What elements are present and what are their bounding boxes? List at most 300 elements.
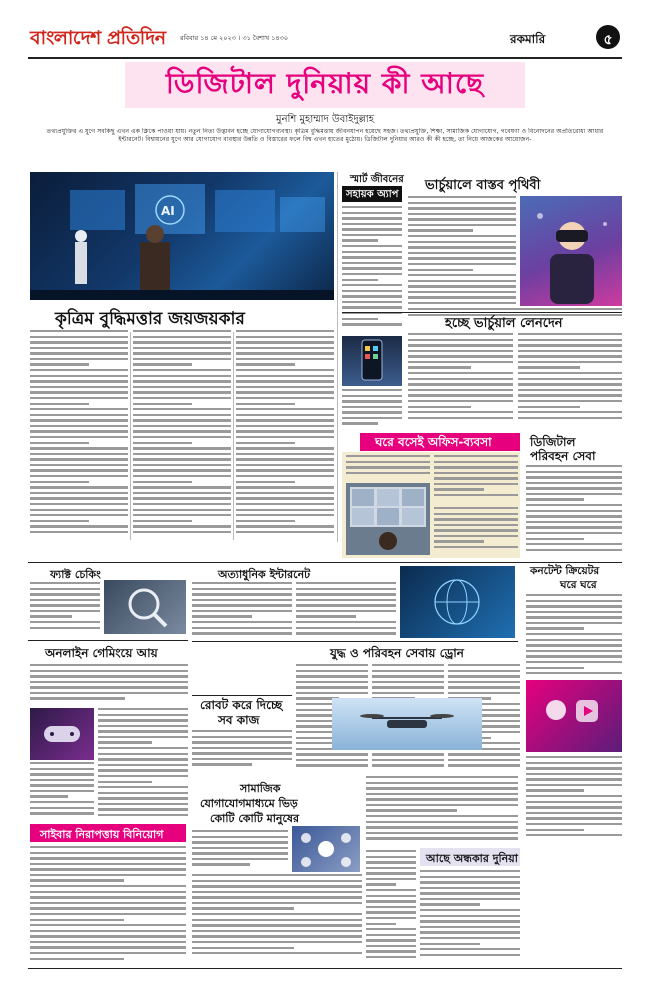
text-line — [30, 807, 94, 809]
text-line — [30, 885, 186, 887]
text-line — [192, 752, 292, 754]
text-line — [192, 599, 292, 601]
text-line — [296, 664, 368, 666]
text-line — [346, 461, 430, 463]
text-line — [366, 878, 416, 880]
text-line — [236, 419, 334, 421]
fact-check-image — [104, 580, 186, 634]
text-line — [408, 333, 513, 335]
text-line — [133, 336, 231, 338]
text-line — [518, 344, 622, 346]
text-line — [192, 880, 362, 882]
text-line — [526, 504, 622, 506]
text-line — [192, 730, 292, 732]
text-line — [342, 223, 402, 225]
text-line — [366, 787, 518, 789]
text-line — [296, 604, 396, 606]
text-line — [30, 447, 128, 449]
text-line — [30, 419, 128, 421]
text-line — [30, 913, 186, 915]
text-line — [296, 632, 396, 634]
text-line — [133, 419, 231, 421]
text-line — [30, 930, 186, 932]
text-line — [366, 945, 416, 947]
video-call-illustration — [346, 483, 430, 555]
text-line — [518, 411, 622, 413]
text-line — [372, 681, 444, 683]
home-office-body-col2 — [434, 455, 518, 505]
smart-life-body-2 — [342, 389, 402, 429]
text-line — [296, 753, 368, 755]
text-line — [98, 736, 188, 738]
text-line — [408, 355, 513, 357]
text-line — [30, 430, 128, 432]
text-line — [30, 924, 186, 926]
text-line — [98, 741, 152, 743]
text-line — [434, 507, 518, 509]
text-line — [30, 391, 128, 393]
text-line — [30, 386, 128, 388]
text-line — [236, 403, 295, 405]
text-line — [236, 492, 334, 494]
text-line — [526, 633, 622, 635]
text-line — [526, 644, 622, 646]
text-line — [448, 670, 520, 672]
text-line — [366, 793, 518, 795]
text-line — [434, 535, 518, 537]
text-line — [408, 394, 513, 396]
text-line — [98, 753, 188, 755]
text-line — [448, 664, 520, 666]
text-line — [30, 675, 188, 677]
text-line — [236, 347, 334, 349]
text-line — [133, 425, 231, 427]
text-line — [133, 375, 231, 377]
text-line — [342, 256, 402, 258]
virtual-body — [408, 196, 516, 308]
text-line — [448, 686, 520, 688]
text-line — [30, 621, 100, 623]
text-line — [192, 836, 288, 838]
text-line — [30, 497, 128, 499]
text-line — [526, 806, 622, 808]
text-line — [366, 776, 518, 778]
section-rule — [28, 562, 622, 563]
text-line — [366, 782, 518, 784]
text-line — [30, 582, 100, 584]
text-line — [518, 378, 622, 380]
text-line — [30, 670, 188, 672]
apps-phone-icon — [342, 336, 402, 386]
text-line — [236, 520, 295, 522]
text-line — [30, 784, 94, 786]
text-line — [342, 318, 378, 320]
text-line — [448, 764, 520, 766]
text-line — [408, 417, 513, 419]
text-line — [192, 885, 362, 887]
text-line — [420, 931, 520, 933]
text-line — [526, 829, 584, 831]
dark-world-body-col1 — [366, 776, 518, 846]
text-line — [30, 458, 128, 460]
text-line — [526, 605, 622, 607]
text-line — [30, 795, 68, 797]
text-line — [526, 498, 584, 500]
text-line — [526, 549, 622, 551]
text-line — [98, 730, 188, 732]
social-network-icon — [292, 826, 360, 872]
cyber-headline: সাইবার নিরাপত্তায় বিনিয়োগ — [40, 828, 164, 841]
text-line — [518, 361, 622, 363]
text-line — [372, 753, 444, 755]
text-line — [342, 234, 402, 236]
text-line — [526, 471, 622, 473]
text-line — [30, 801, 94, 803]
text-line — [236, 380, 334, 382]
text-line — [434, 494, 518, 496]
text-line — [526, 834, 622, 836]
masthead — [0, 0, 650, 62]
text-line — [133, 380, 231, 382]
text-line — [30, 375, 128, 377]
text-line — [30, 453, 128, 455]
text-line — [296, 692, 368, 694]
social-headline-1: সামাজিক — [240, 782, 281, 795]
text-line — [30, 768, 94, 770]
text-line — [408, 235, 516, 237]
text-line — [30, 946, 186, 948]
social-icons-illustration — [526, 680, 622, 752]
text-line — [192, 858, 288, 860]
text-line — [420, 898, 520, 900]
text-line — [526, 801, 622, 803]
text-line — [30, 664, 188, 666]
text-line — [192, 896, 362, 898]
text-line — [192, 907, 294, 909]
text-line — [342, 411, 402, 413]
text-line — [133, 397, 231, 399]
text-line — [133, 509, 231, 511]
text-line — [236, 475, 334, 477]
section-rule — [192, 641, 518, 642]
text-line — [526, 532, 622, 534]
text-line — [133, 330, 231, 332]
text-line — [518, 350, 622, 352]
text-line — [420, 954, 520, 956]
text-line — [30, 902, 186, 904]
text-line — [30, 408, 128, 410]
text-line — [192, 919, 362, 921]
text-line — [236, 363, 295, 365]
col-sep — [337, 172, 338, 542]
text-line — [448, 759, 520, 761]
vr-image — [520, 196, 622, 306]
text-line — [372, 764, 444, 766]
text-line — [30, 464, 128, 466]
text-line — [30, 762, 94, 764]
text-line — [30, 520, 89, 522]
text-line — [342, 217, 402, 219]
text-line — [192, 947, 294, 949]
text-line — [526, 594, 622, 596]
page-number: ৫ — [603, 32, 613, 48]
text-line — [366, 956, 416, 958]
dark-world-body-col2 — [420, 870, 520, 964]
text-line — [30, 481, 89, 483]
text-line — [342, 273, 402, 275]
text-line — [30, 531, 128, 533]
text-line — [366, 900, 416, 902]
text-line — [30, 492, 128, 494]
text-line — [408, 350, 513, 352]
text-line — [192, 830, 288, 832]
internet-headline: অত্যাধুনিক ইন্টারনেট — [218, 568, 311, 581]
text-line — [372, 692, 444, 694]
text-line — [296, 681, 368, 683]
text-line — [434, 524, 518, 526]
text-line — [30, 697, 125, 699]
text-line — [30, 907, 186, 909]
text-line — [434, 513, 518, 515]
text-line — [366, 939, 416, 941]
text-line — [434, 455, 518, 457]
text-line — [192, 615, 252, 617]
text-line — [30, 352, 128, 354]
text-line — [30, 475, 128, 477]
text-line — [30, 812, 94, 814]
text-line — [296, 593, 396, 595]
text-line — [526, 762, 622, 764]
social-body-col1 — [192, 830, 288, 870]
text-line — [296, 764, 368, 766]
text-line — [526, 784, 622, 786]
text-line — [408, 366, 471, 368]
text-line — [366, 911, 416, 913]
text-line — [342, 284, 402, 286]
text-line — [296, 615, 356, 617]
text-line — [366, 895, 416, 897]
text-line — [518, 389, 622, 391]
text-line — [236, 430, 334, 432]
content-creator-body — [526, 594, 622, 678]
text-line — [526, 611, 622, 613]
text-line — [526, 526, 622, 528]
text-line — [408, 372, 513, 374]
text-line — [192, 582, 292, 584]
text-line — [98, 758, 188, 760]
text-line — [30, 347, 128, 349]
text-line — [408, 296, 516, 298]
text-line — [98, 747, 188, 749]
ai-hero-image — [30, 172, 334, 300]
text-line — [30, 879, 124, 881]
text-line — [526, 476, 622, 478]
internet-body-col1 — [192, 582, 292, 638]
section-rule — [192, 695, 292, 696]
gaming-body — [30, 664, 188, 708]
page-number-badge — [596, 25, 620, 49]
digital-transport-headline-2: পরিবহন সেবা — [530, 449, 596, 463]
text-line — [420, 881, 520, 883]
text-line — [30, 773, 94, 775]
text-line — [366, 928, 416, 930]
virtual-headline: ভার্চুয়ালে বাস্তব পৃথিবী — [425, 178, 541, 193]
text-line — [342, 417, 402, 419]
text-line — [98, 808, 188, 810]
text-line — [420, 915, 520, 917]
smart-life-body — [342, 206, 402, 334]
fact-check-body — [30, 582, 100, 634]
ai-illustration — [30, 172, 334, 300]
text-line — [133, 469, 231, 471]
logo-text: বাংলাদেশ প্রতিদিন — [30, 27, 166, 49]
text-line — [408, 378, 513, 380]
text-line — [236, 352, 334, 354]
vr-headset-illustration — [520, 196, 622, 306]
text-line — [342, 395, 402, 397]
transactions-body-col2 — [518, 333, 622, 428]
home-office-body-col1 — [346, 455, 430, 481]
text-line — [192, 610, 292, 612]
text-line — [30, 857, 186, 859]
text-line — [30, 874, 186, 876]
text-line — [408, 252, 516, 254]
text-line — [30, 919, 124, 921]
text-line — [192, 952, 362, 954]
text-line — [133, 475, 231, 477]
text-line — [518, 406, 580, 408]
text-line — [346, 466, 430, 468]
text-line — [133, 341, 231, 343]
text-line — [98, 792, 188, 794]
magnifier-icon — [104, 580, 186, 634]
text-line — [408, 207, 516, 209]
text-line — [434, 483, 518, 485]
text-line — [236, 509, 334, 511]
text-line — [526, 515, 622, 517]
text-line — [526, 521, 622, 523]
text-line — [236, 464, 334, 466]
robot-headline-2: সব কাজ — [218, 713, 260, 727]
text-line — [366, 856, 416, 858]
text-line — [526, 482, 622, 484]
text-line — [133, 436, 231, 438]
text-line — [30, 681, 188, 683]
text-line — [526, 600, 622, 602]
text-line — [366, 850, 416, 852]
text-line — [408, 411, 513, 413]
text-line — [192, 891, 362, 893]
dark-world-body-col3 — [366, 850, 416, 964]
text-line — [192, 852, 288, 854]
text-line — [526, 538, 584, 540]
text-line — [526, 756, 622, 758]
text-line — [192, 588, 292, 590]
drone-headline: যুদ্ধ ও পরিবহন সেবায় ড্রোন — [330, 646, 464, 660]
text-line — [30, 469, 128, 471]
text-line — [408, 229, 473, 231]
transactions-body-col1 — [408, 333, 513, 428]
text-line — [30, 896, 186, 898]
text-line — [372, 670, 444, 672]
text-line — [30, 369, 128, 371]
text-line — [192, 841, 288, 843]
text-line — [192, 874, 362, 876]
robot-headline-1: রোবট করে দিচ্ছে — [200, 698, 283, 712]
text-line — [30, 425, 128, 427]
text-line — [30, 599, 100, 601]
text-line — [518, 417, 622, 419]
text-line — [526, 812, 622, 814]
text-line — [30, 868, 186, 870]
text-line — [30, 686, 188, 688]
text-line — [408, 274, 516, 276]
text-line — [434, 518, 518, 520]
fact-check-headline: ফ্যাক্ট চেকিং — [50, 568, 101, 581]
text-line — [434, 461, 518, 463]
text-line — [192, 632, 292, 634]
text-line — [342, 206, 402, 208]
text-line — [526, 655, 622, 657]
text-line — [526, 622, 622, 624]
text-line — [192, 913, 362, 915]
text-line — [236, 408, 334, 410]
text-line — [518, 400, 622, 402]
ai-body-col3 — [236, 330, 334, 542]
text-line — [236, 397, 334, 399]
text-line — [192, 935, 362, 937]
text-line — [133, 408, 231, 410]
text-line — [408, 285, 516, 287]
text-line — [526, 789, 584, 791]
text-line — [342, 406, 402, 408]
text-line — [526, 661, 622, 663]
text-line — [518, 355, 622, 357]
text-line — [236, 481, 295, 483]
internet-body-col2 — [296, 582, 396, 638]
text-line — [420, 926, 520, 928]
text-line — [526, 773, 622, 775]
text-line — [366, 861, 416, 863]
text-line — [133, 430, 231, 432]
text-line — [408, 308, 622, 310]
text-line — [30, 627, 100, 629]
game-controller-icon — [30, 708, 94, 760]
home-office-headline: ঘরে বসেই অফিস-ব্যবসা — [375, 435, 492, 449]
social-headline-2: যোগাযোগমাধ্যমে ভিড় — [200, 797, 298, 810]
drone-icon — [332, 698, 482, 750]
text-line — [236, 514, 334, 516]
text-line — [133, 486, 231, 488]
smart-life-kicker: স্মার্ট জীবনের — [350, 174, 404, 185]
text-line — [420, 892, 520, 894]
text-line — [236, 442, 295, 444]
text-line — [372, 686, 444, 688]
social-image — [292, 826, 360, 872]
text-line — [192, 863, 250, 865]
text-line — [30, 358, 128, 360]
text-line — [342, 295, 402, 297]
text-line — [192, 758, 292, 760]
bottom-rule — [28, 968, 622, 969]
text-line — [408, 263, 516, 265]
text-line — [518, 333, 622, 335]
text-line — [518, 383, 622, 385]
text-line — [448, 692, 520, 694]
text-line — [30, 330, 128, 332]
text-line — [408, 302, 516, 304]
text-line — [133, 492, 231, 494]
